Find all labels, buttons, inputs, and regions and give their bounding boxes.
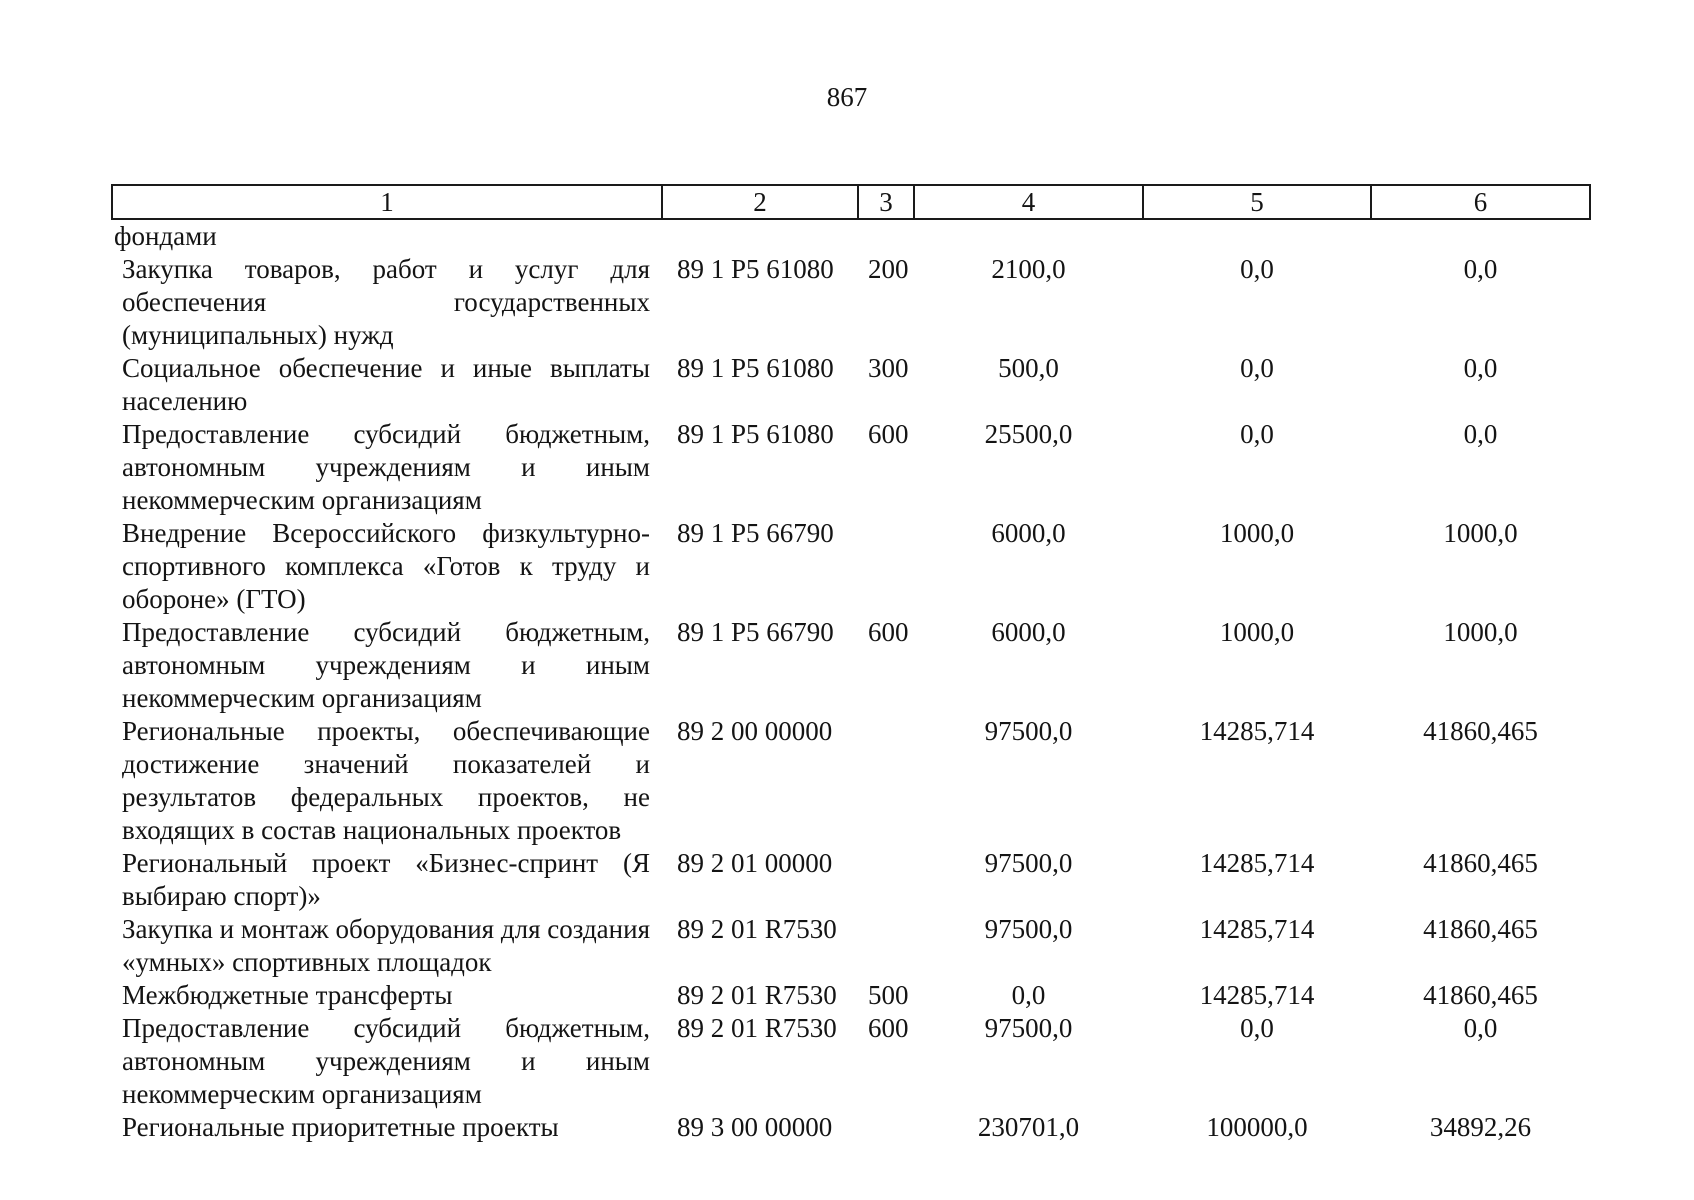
row-value-4: 97500,0 [984, 1013, 1073, 1043]
row-value-4: 97500,0 [984, 716, 1073, 746]
table-row [112, 517, 1590, 616]
table-row [112, 979, 1590, 1012]
row-value-5: 14285,714 [1199, 716, 1315, 746]
row-target-code: 89 1 P5 66790 [677, 617, 834, 647]
row-value-6: 34892,26 [1429, 1112, 1532, 1142]
row-value-5: 14285,714 [1199, 980, 1315, 1010]
row-target-code: 89 1 P5 61080 [677, 419, 834, 449]
header-row [112, 185, 1590, 219]
row-target-code: 89 3 00 00000 [677, 1112, 833, 1142]
row-target-code: 89 2 01 00000 [677, 848, 833, 878]
row-name: Предоставление субсидий бюджетным, автономным учреждениям и иным некоммерческим организациям [122, 1013, 650, 1109]
row-value-5: 1000,0 [1219, 518, 1295, 548]
table-row [112, 847, 1590, 913]
row-expense-type: 600 [868, 1013, 909, 1043]
row-value-4: 6000,0 [991, 617, 1066, 647]
row-name: Внедрение Всероссийского физкультурно-спортивного комплекса «Готов к труду и обороне» (ГТО) [122, 518, 650, 614]
row-target-code: 89 2 00 00000 [677, 716, 833, 746]
row-value-6: 1000,0 [1443, 617, 1518, 647]
row-value-6: 0,0 [1463, 254, 1498, 284]
row-target-code: 89 2 01 R7530 [677, 1013, 837, 1043]
row-value-5: 14285,714 [1199, 914, 1315, 944]
table-row [112, 1111, 1590, 1144]
row-value-4: 230701,0 [977, 1112, 1080, 1142]
row-value-4 [914, 219, 1143, 253]
budget-table [111, 184, 1591, 1144]
table-row [112, 352, 1590, 418]
row-value-5 [1143, 219, 1371, 253]
table-header [112, 185, 1590, 219]
row-name: Предоставление субсидий бюджетным, автономным учреждениям и иным некоммерческим организациям [122, 419, 650, 515]
row-value-6: 41860,465 [1423, 980, 1538, 1010]
row-value-6: 41860,465 [1423, 716, 1538, 746]
header-col-5: 5 [1143, 185, 1371, 219]
table-row [112, 616, 1590, 715]
row-value-5: 0,0 [1240, 419, 1274, 449]
row-expense-type: 200 [868, 254, 909, 284]
row-name: Закупка товаров, работ и услуг для обеспечения государственных (муниципальных) нужд [122, 254, 650, 350]
header-col-1: 1 [112, 185, 662, 219]
table-body [112, 219, 1590, 1144]
row-expense-type [858, 847, 914, 913]
row-name: Закупка и монтаж оборудования для создания «умных» спортивных площадок [122, 914, 650, 977]
row-value-4: 97500,0 [984, 848, 1073, 878]
header-col-3: 3 [858, 185, 914, 219]
row-name: фондами [114, 221, 217, 251]
row-value-4: 25500,0 [984, 419, 1073, 449]
row-value-5: 0,0 [1240, 1013, 1274, 1043]
row-expense-type: 300 [868, 353, 909, 383]
header-col-2: 2 [662, 185, 858, 219]
row-name: Межбюджетные трансферты [122, 980, 453, 1010]
row-target-code: 89 1 P5 66790 [677, 518, 834, 548]
row-expense-type [858, 517, 914, 616]
row-value-4: 0,0 [1011, 980, 1046, 1010]
table-row [112, 219, 1590, 253]
row-value-5: 14285,714 [1199, 848, 1315, 878]
row-value-4: 500,0 [998, 353, 1059, 383]
row-value-5: 0,0 [1240, 254, 1274, 284]
row-name: Социальное обеспечение и иные выплаты населению [122, 353, 650, 416]
row-target-code: 89 2 01 R7530 [677, 980, 837, 1010]
row-value-6: 0,0 [1463, 353, 1498, 383]
table-row [112, 715, 1590, 847]
row-target-code: 89 1 P5 61080 [677, 254, 834, 284]
row-value-6: 0,0 [1463, 1013, 1498, 1043]
page-number: 867 [826, 82, 868, 112]
row-expense-type: 600 [868, 419, 909, 449]
table-row [112, 1012, 1590, 1111]
row-target-code [662, 219, 858, 253]
row-value-6: 41860,465 [1423, 848, 1538, 878]
row-value-4: 2100,0 [991, 254, 1066, 284]
row-expense-type [858, 913, 914, 979]
row-value-6: 41860,465 [1423, 914, 1538, 944]
row-value-5: 1000,0 [1219, 617, 1295, 647]
row-value-6: 1000,0 [1443, 518, 1518, 548]
row-value-5: 100000,0 [1206, 1112, 1308, 1142]
row-value-4: 97500,0 [984, 914, 1073, 944]
row-expense-type: 600 [868, 617, 909, 647]
table-row [112, 253, 1590, 352]
header-col-4: 4 [914, 185, 1143, 219]
row-expense-type [858, 715, 914, 847]
row-name: Региональный проект «Бизнес-спринт (Я выбираю спорт)» [122, 848, 650, 911]
row-target-code: 89 2 01 R7530 [677, 914, 837, 944]
row-name: Региональные проекты, обеспечивающие достижение значений показателей и результатов федеральных проектов, не входящих в состав национальных проектов [122, 716, 650, 845]
row-value-6 [1371, 219, 1590, 253]
row-value-5: 0,0 [1240, 353, 1274, 383]
table-row [112, 418, 1590, 517]
row-expense-type: 500 [868, 980, 909, 1010]
row-name: Предоставление субсидий бюджетным, автономным учреждениям и иным некоммерческим организациям [122, 617, 650, 713]
row-target-code: 89 1 P5 61080 [677, 353, 834, 383]
row-expense-type [858, 1111, 914, 1144]
row-value-4: 6000,0 [991, 518, 1066, 548]
row-name: Региональные приоритетные проекты [122, 1112, 559, 1142]
row-value-6: 0,0 [1463, 419, 1498, 449]
header-col-6: 6 [1371, 185, 1590, 219]
table-row [112, 913, 1590, 979]
row-expense-type [858, 219, 914, 253]
